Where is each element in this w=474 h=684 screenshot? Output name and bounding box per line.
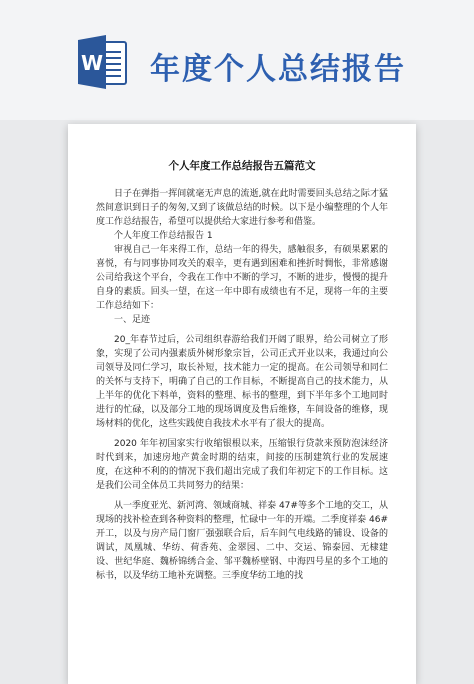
document-body: [68, 124, 416, 583]
banner: [0, 0, 474, 120]
word-logo-letter: W: [80, 51, 104, 75]
report-heading: 个人年度工作总结报告 1: [114, 231, 213, 241]
document-title: 个人年度工作总结报告五篇范文: [168, 160, 316, 172]
word-document-icon: [76, 34, 128, 90]
body-paragraph: 20_年春节过后，公司组织春游给我们开阔了眼界，给公司树立了形象，实现了公司内强素质外树形象宗旨，公司正式开业以来，我通过向公司领导及同仁学习，取长补短，技术能力一定的提高。在公司领导和同仁的关怀与支持下，明确了自己的工作目标，不断提高自己的技术能力，从上半年的优化下料单，资料的整理、标书的整理，到下半年多个工地同时进行的忙碌，以及部分工地的现场调度及售后维修，车间设备的维修，现场材料的优化，这些实践使自我技术水平有了很大的提高。: [96, 335, 388, 429]
document-page: [68, 124, 416, 684]
body-paragraph: 2020 年年初国家实行收缩银根以来，压缩银行贷款来预防泡沫经济时代到来，加速房地产黄金时期的结束，间接的压制建筑行业的发展速度，在这种不利的的情况下我们超出完成了我们年初定下的工作目标。这是我们公司全体员工共同努力的结果：: [96, 439, 388, 491]
section-heading: 一、足迹: [114, 315, 151, 325]
intro-paragraph: 日子在弹指一挥间就毫无声息的流逝,就在此时需要回头总结之际才猛然间意识到日子的匆匆,又到了该做总结的时候。以下是小编整理的个人年度工作总结报告，希望可以提供给大家进行参考和借鉴。: [96, 189, 388, 227]
body-paragraph: 审视自己一年来得工作，总结一年的得失，感触很多，有硕果累累的喜悦，有与同事协同攻关的艰辛，更有遇到困难和挫折时惆怅，非常感谢公司给我这个平台，令我在工作中不断的学习，不断的进步，慢慢的提升自身的素质。回头一望，在这一年中即有成绩也有不足，现将一年的主要工作总结如下：: [96, 245, 388, 311]
body-paragraph: 从一季度亚光、新河湾、领域商城、祥泰 47#等多个工地的交工，从现场的找补检查到各种资料的整理，忙碌中一年的开端。二季度祥泰 46#开工，以及与房产局门窗厂强强联合后，后车间气电线路的铺设、设备的调试，凤凰城、华纺、荷香苑、金翠园、二中、交运、锦泰园、无棣建设、世纪华庭、魏桥锦绣合金、邹平魏桥壁钢、中海四号星的多个工地的标书，以及华纺工地补充调整。三季度华纺工地的找: [96, 501, 388, 581]
banner-title: 年度个人总结报告: [150, 52, 406, 87]
